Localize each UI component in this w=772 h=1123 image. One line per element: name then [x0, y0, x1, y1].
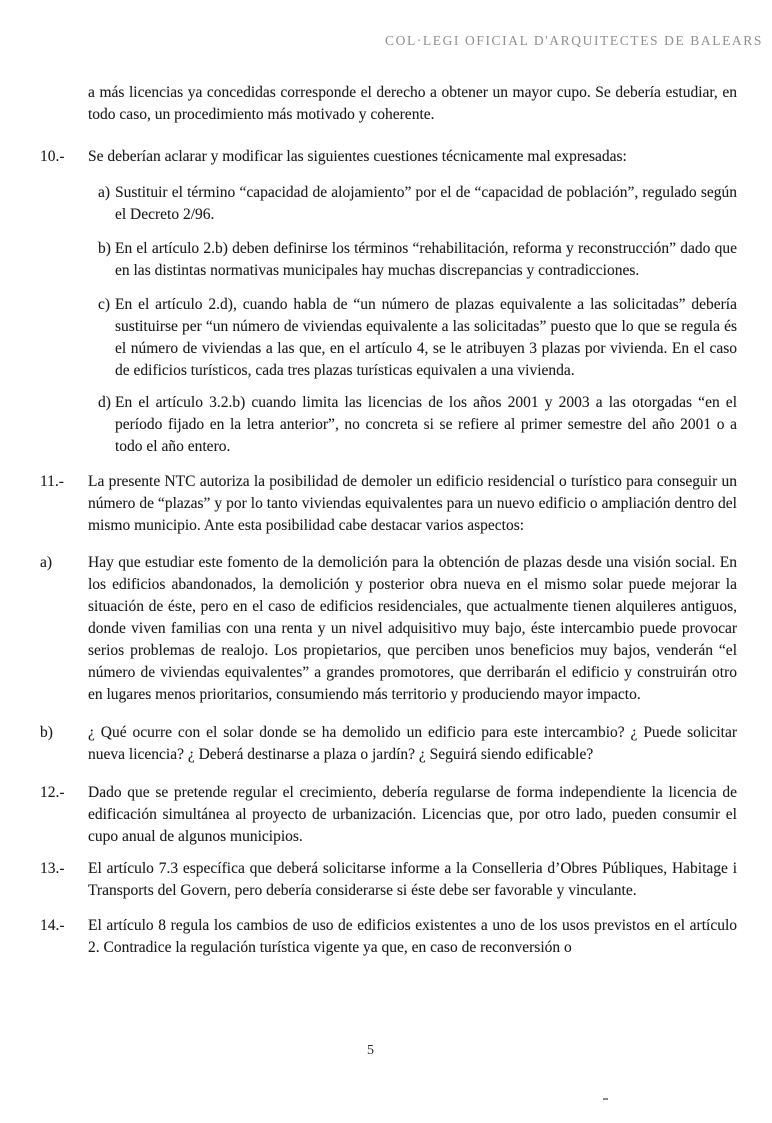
scan-artifact-mark [603, 1098, 608, 1100]
item-text: El artículo 8 regula los cambios de uso de edificios existentes a uno de los usos previstos en el artículo 2. Contradice la regulación turística vigente ya que, en caso de reconversión o [88, 917, 737, 956]
numbered-item-14 [40, 915, 737, 959]
sub-item-text: En el artículo 3.2.b) cuando limita las licencias de los años 2001 y 2003 a las otorgadas “en el período fijado en la letra anterior”, no concreta si se refiere al primer semestre del año 2001 o a todo el año entero. [115, 394, 737, 455]
page-number: 5 [367, 1043, 374, 1058]
sub-item-11b [40, 722, 737, 766]
letterhead-title: COL·LEGI OFICIAL D'ARQUITECTES DE BALEARS [384, 33, 763, 48]
item-text: La presente NTC autoriza la posibilidad de demoler un edificio residencial o turístico para conseguir un número de “plazas” y por lo tanto viviendas equivalentes para un nuevo edificio o ampliación dentro del mismo municipio. Ante esta posibilidad cabe destacar varios aspectos: [88, 473, 737, 534]
sub-item-text: En el artículo 2.d), cuando habla de “un número de plazas equivalente a las solicitadas” debería sustituirse per “un número de viviendas equivalente a las solicitadas” puesto que lo que se regula és el número de viviendas a las que, en el artículo 4, se le atribuyen 3 plazas por vivienda. En el caso de edificios turísticos, cada tres plazas turísticas equivalen a una vivienda. [115, 296, 737, 379]
item-number: 12.- [40, 784, 65, 801]
sub-item-label: d) [98, 394, 111, 411]
item-text: Se deberían aclarar y modificar las siguientes cuestiones técnicamente mal expresadas: [88, 148, 627, 165]
item-number: 13.- [40, 860, 65, 877]
sub-item-label: a) [98, 184, 111, 201]
sub-item-text: En el artículo 2.b) deben definirse los términos “rehabilitación, reforma y reconstrucción” dado que en las distintas normativas municipales hay muchas discrepancias y contradicciones. [115, 240, 737, 279]
numbered-item-13 [40, 858, 737, 902]
sub-item-text: Sustituir el término “capacidad de alojamiento” por el de “capacidad de población”, regulado según el Decreto 2/96. [115, 184, 737, 223]
sub-item-10d [98, 392, 737, 458]
sub-item-text: Hay que estudiar este fomento de la demolición para la obtención de plazas desde una visión social. En los edificios abandonados, la demolición y posterior obra nueva en el mismo solar puede mejorar la situación de éste, pero en el caso de edificios residenciales, que actualmente tienen alquileres antiguos, donde viven familias con una renta y un nivel adquisitivo muy bajo, éste intercambio puede provocar serios problemas de realojo. Los propietarios, que perciben unos beneficios muy bajos, venderán “el número de viviendas equivalentes” a grandes promotores, que derribarán el edificio y construirán otro en lugares menos prioritarios, consumiendo más territorio y produciendo mayor impacto. [88, 554, 737, 703]
sub-item-10a [98, 182, 737, 226]
item-number: 14.- [40, 917, 65, 934]
sub-item-label: b) [40, 724, 53, 741]
item-text: Dado que se pretende regular el crecimiento, debería regularse de forma independiente la licencia de edificación simultánea al proyecto de urbanización. Licencias que, por otro lado, pueden consumir el cupo anual de algunos municipios. [88, 784, 737, 845]
sub-item-11a [40, 552, 737, 706]
sub-item-10b [98, 238, 737, 282]
intro-paragraph: a más licencias ya concedidas corresponde el derecho a obtener un mayor cupo. Se debería estudiar, en todo caso, un procedimiento más motivado y coherente. [88, 84, 737, 123]
sub-item-text: ¿ Qué ocurre con el solar donde se ha demolido un edificio para este intercambio? ¿ Puede solicitar nueva licencia? ¿ Deberá destinarse a plaza o jardín? ¿ Seguirá siendo edificable? [88, 724, 737, 763]
item-number: 10.- [40, 148, 65, 165]
numbered-item-10 [40, 146, 737, 168]
numbered-item-11 [40, 471, 737, 537]
item-text: El artículo 7.3 específica que deberá solicitarse informe a la Conselleria d’Obres Públiques, Habitage i Transports del Govern, pero debería considerarse si éste debe ser favorable y vinculante. [88, 860, 737, 899]
sub-item-10c [98, 294, 737, 382]
numbered-item-12 [40, 782, 737, 848]
sub-item-label: a) [40, 554, 53, 571]
sub-item-label: b) [98, 240, 111, 257]
item-number: 11.- [40, 473, 64, 490]
document-body [40, 82, 737, 959]
sub-item-label: c) [98, 296, 111, 313]
